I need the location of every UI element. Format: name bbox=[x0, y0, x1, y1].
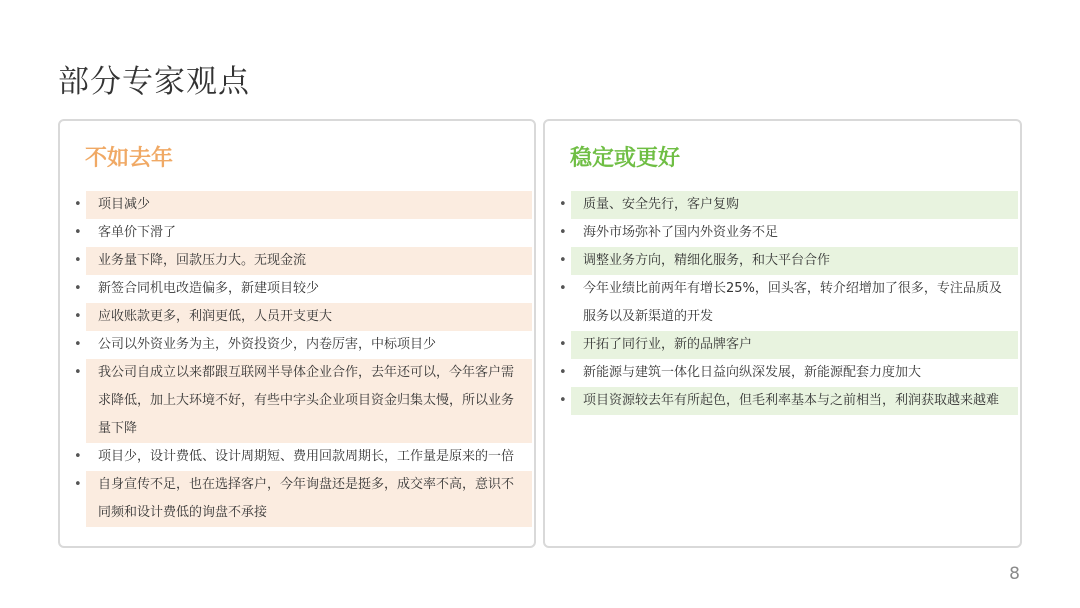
list-item-text: 公司以外资业务为主，外资投资少，内卷厉害，中标项目少 bbox=[98, 337, 437, 352]
bullet-icon: • bbox=[559, 393, 567, 408]
list-item-text: 求降低，加上大环境不好，有些中字头企业项目资金归集太慢，所以业务 bbox=[98, 393, 515, 408]
list-item bbox=[74, 247, 532, 275]
panel-stable-or-better bbox=[543, 119, 1022, 548]
list-item-text: 自身宣传不足，也在选择客户，今年询盘还是挺多，成交率不高，意识不 bbox=[98, 477, 515, 492]
list-item-text: 服务以及新渠道的开发 bbox=[583, 309, 714, 324]
opinion-list-worse bbox=[60, 191, 534, 527]
panel-title-worse: 不如去年 bbox=[85, 146, 174, 171]
bullet-icon: • bbox=[74, 449, 82, 464]
list-item bbox=[74, 471, 532, 527]
list-item bbox=[74, 443, 532, 471]
list-item bbox=[74, 331, 532, 359]
bullet-icon: • bbox=[559, 225, 567, 240]
bullet-icon: • bbox=[559, 337, 567, 352]
list-item bbox=[559, 359, 1018, 387]
list-item-text: 客单价下滑了 bbox=[98, 225, 177, 240]
list-item bbox=[74, 303, 532, 331]
bullet-icon: • bbox=[74, 225, 82, 240]
list-item-text: 项目减少 bbox=[98, 197, 151, 212]
bullet-icon: • bbox=[74, 477, 82, 492]
list-item-text: 同频和设计费低的询盘不承接 bbox=[98, 505, 268, 520]
list-item bbox=[559, 191, 1018, 219]
list-item bbox=[559, 219, 1018, 247]
list-item bbox=[559, 247, 1018, 275]
list-item-text: 业务量下降，回款压力大。无现金流 bbox=[98, 253, 307, 268]
bullet-icon: • bbox=[74, 197, 82, 212]
page-number: 8 bbox=[1009, 564, 1020, 584]
list-item bbox=[74, 275, 532, 303]
bullet-icon: • bbox=[559, 253, 567, 268]
bullet-icon: • bbox=[74, 309, 82, 324]
list-item bbox=[559, 387, 1018, 415]
bullet-icon: • bbox=[74, 365, 82, 380]
list-item-text: 量下降 bbox=[98, 421, 138, 436]
list-item-text: 今年业绩比前两年有增长25%，回头客，转介绍增加了很多，专注品质及 bbox=[583, 281, 1002, 296]
list-item bbox=[74, 191, 532, 219]
panel-worse-than-last-year bbox=[58, 119, 536, 548]
list-item-text: 项目资源较去年有所起色，但毛利率基本与之前相当，利润获取越来越难 bbox=[583, 393, 1000, 408]
list-item bbox=[559, 275, 1018, 331]
list-item-text: 海外市场弥补了国内外资业务不足 bbox=[583, 225, 779, 240]
list-item-text: 项目少，设计费低、设计周期短、费用回款周期长，工作量是原来的一倍 bbox=[98, 449, 515, 464]
bullet-icon: • bbox=[559, 365, 567, 380]
bullet-icon: • bbox=[74, 281, 82, 296]
list-item-text: 我公司自成立以来都跟互联网半导体企业合作，去年还可以，今年客户需 bbox=[98, 365, 515, 380]
list-item bbox=[74, 359, 532, 443]
list-item-text: 开拓了同行业，新的品牌客户 bbox=[583, 337, 753, 352]
bullet-icon: • bbox=[559, 197, 567, 212]
page-title: 部分专家观点 bbox=[58, 64, 250, 100]
list-item-text: 应收账款更多，利润更低，人员开支更大 bbox=[98, 309, 333, 324]
bullet-icon: • bbox=[74, 337, 82, 352]
list-item-text: 新签合同机电改造偏多，新建项目较少 bbox=[98, 281, 320, 296]
list-item-text: 新能源与建筑一体化日益向纵深发展，新能源配套力度加大 bbox=[583, 365, 922, 380]
list-item-text: 质量、安全先行，客户复购 bbox=[583, 197, 740, 212]
panel-title-better: 稳定或更好 bbox=[570, 146, 681, 171]
list-item bbox=[74, 219, 532, 247]
list-item bbox=[559, 331, 1018, 359]
bullet-icon: • bbox=[74, 253, 82, 268]
bullet-icon: • bbox=[559, 281, 567, 296]
opinion-list-better bbox=[545, 191, 1020, 415]
list-item-text: 调整业务方向，精细化服务，和大平台合作 bbox=[583, 253, 831, 268]
